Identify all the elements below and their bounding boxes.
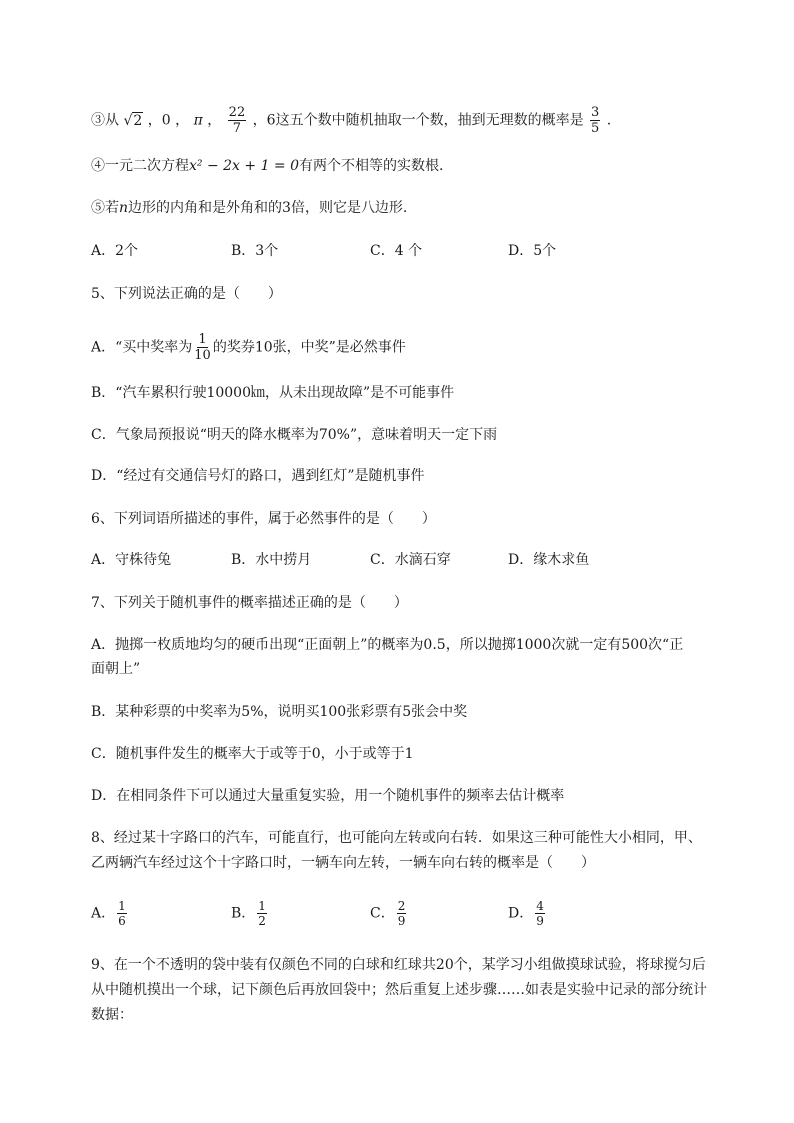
q4-option-c[interactable]: C．4 个 — [370, 243, 423, 259]
option-label: A． — [91, 905, 116, 922]
denominator: 5 — [591, 121, 600, 136]
q5-stem: 5、下列说法正确的是（ ） — [91, 286, 282, 302]
denominator: 7 — [232, 121, 242, 136]
sqrt-sign: √ — [123, 112, 133, 129]
q8-option-a[interactable] — [91, 900, 129, 927]
numerator: 4 — [536, 899, 544, 913]
q8-option-d[interactable] — [508, 900, 547, 927]
q7-option-d[interactable]: D．在相同条件下可以通过大量重复实验，用一个随机事件的频率去估计概率 — [91, 788, 565, 804]
option-label: D． — [508, 905, 534, 922]
statement-3 — [91, 106, 611, 135]
fraction — [257, 900, 267, 927]
q4-option-b[interactable]: B．3个 — [231, 243, 279, 259]
q7-option-a-line1[interactable]: A．抛掷一枚质地均匀的硬币出现“正面朝上”的概率为0.5，所以抛掷1000次就一定有500次“正 — [91, 637, 684, 653]
q7-option-b[interactable]: B．某种彩票的中奖率为5%，说明买100张彩票有5张会中奖 — [91, 704, 468, 720]
denominator: 6 — [118, 914, 126, 928]
q7-option-c[interactable]: C．随机事件发生的概率大于或等于0，小于或等于1 — [91, 746, 414, 762]
statement-4 — [91, 156, 443, 176]
numerator: 2 — [397, 899, 406, 913]
numerator: 1 — [198, 332, 207, 347]
numerator: 1 — [258, 899, 266, 913]
fraction-22-7 — [228, 106, 247, 135]
q8-stem-line2: 乙两辆汽车经过这个十字路口时，一辆车向左转，一辆车向右转的概率是（ ） — [91, 855, 595, 871]
numerator: 3 — [591, 105, 600, 120]
option-a-text: 的奖券10张，中奖”是必然事件 — [212, 339, 406, 356]
statement-3-text: ，6这五个数中随机抽取一个数，抽到无理数的概率是 — [252, 112, 584, 129]
fraction — [397, 900, 407, 927]
equation: x² − 2x + 1 = 0 — [189, 158, 300, 174]
separator: ， — [207, 112, 222, 129]
numerator: 1 — [118, 899, 126, 913]
period: . — [606, 112, 612, 129]
q9-stem-line2: 从中随机摸出一个球，记下颜色后再放回袋中；然后重复上述步骤……如表是实验中记录的部分统计 — [91, 982, 707, 998]
denominator: 9 — [536, 914, 544, 928]
denominator: 9 — [397, 914, 406, 928]
q8-option-c[interactable] — [370, 900, 408, 927]
q4-option-a[interactable]: A．2个 — [91, 243, 139, 259]
q9-stem-line3: 数据： — [91, 1007, 133, 1023]
statement-5 — [91, 198, 407, 218]
numerator: 22 — [228, 105, 246, 120]
statement-3-prefix: ③从 — [91, 112, 119, 129]
variable-n: n — [119, 200, 129, 216]
sqrt-radicand: 2 — [133, 112, 143, 129]
option-a-prefix: A．“买中奖率为 — [91, 339, 193, 356]
q6-option-a[interactable]: A．守株待兔 — [91, 552, 172, 568]
separator: ，0 ， — [147, 112, 190, 129]
statement-5-text: 边形的内角和是外角和的3倍，则它是八边形. — [128, 200, 408, 216]
denominator: 2 — [258, 914, 266, 928]
pi-symbol: π — [193, 112, 203, 129]
q6-stem: 6、下列词语所描述的事件，属于必然事件的是（ ） — [91, 511, 436, 527]
q6-option-d[interactable]: D．缘木求鱼 — [508, 552, 590, 568]
denominator: 10 — [194, 348, 211, 363]
option-label: B． — [231, 905, 256, 922]
q8-stem-line1: 8、经过某十字路口的汽车，可能直行，也可能向左转或向右转．如果这三种可能性大小相同，甲、 — [91, 830, 702, 846]
q6-option-b[interactable]: B．水中捞月 — [231, 552, 312, 568]
q5-option-b[interactable]: B．“汽车累积行驶10000㎞，从未出现故障”是不可能事件 — [91, 385, 455, 401]
q5-option-c[interactable]: C．气象局预报说“明天的降水概率为70%”，意味着明天一定下雨 — [91, 427, 498, 443]
fraction-answer — [590, 106, 600, 135]
fraction — [535, 900, 545, 927]
fraction — [117, 900, 127, 927]
q9-stem-line1: 9、在一个不透明的袋中装有仅颜色不同的白球和红球共20个，某学习小组做摸球试验，将球搅匀后 — [91, 957, 706, 973]
statement-5-prefix: ⑤若 — [91, 200, 119, 216]
q6-option-c[interactable]: C．水滴石穿 — [370, 552, 451, 568]
q7-option-a-line2[interactable]: 面朝上” — [91, 661, 141, 677]
statement-4-prefix: ④一元二次方程 — [91, 158, 189, 174]
option-label: C． — [370, 905, 395, 922]
q8-option-b[interactable] — [231, 900, 269, 927]
q5-option-d[interactable]: D．“经过有交通信号灯的路口，遇到红灯”是随机事件 — [91, 468, 425, 484]
q5-option-a[interactable] — [91, 333, 406, 362]
q4-option-d[interactable]: D．5个 — [508, 243, 557, 259]
fraction-1-10 — [194, 333, 211, 362]
statement-4-text: 有两个不相等的实数根. — [299, 158, 444, 174]
sqrt-2 — [123, 111, 143, 131]
q7-stem: 7、下列关于随机事件的概率描述正确的是（ ） — [91, 595, 408, 611]
